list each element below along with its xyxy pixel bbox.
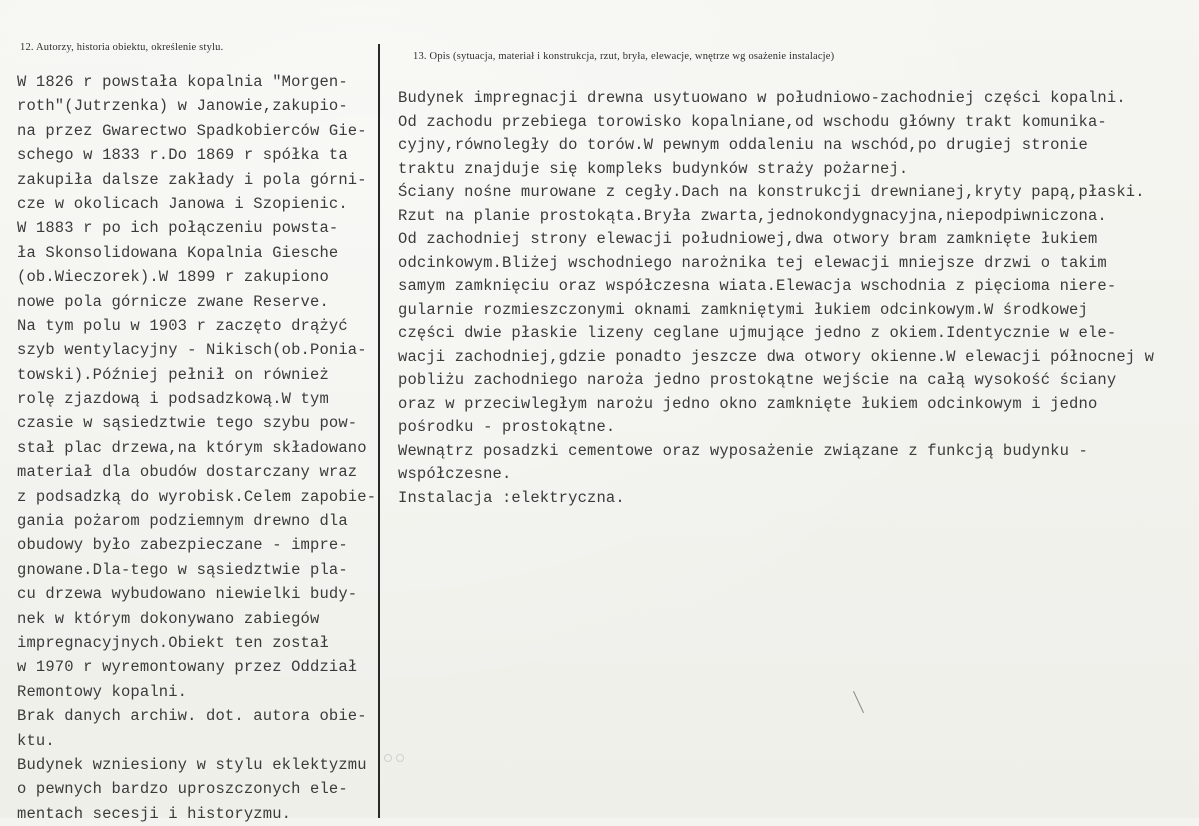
history-line: gnowane.Dla-tego w sąsiedztwie pla- <box>17 560 348 579</box>
history-line: w 1970 r wyremontowany przez Oddział <box>17 658 358 677</box>
history-line: nowe pola górnicze zwane Reserve. <box>17 292 329 311</box>
history-line: rolę zjazdową i podsadzkową.W tym <box>17 390 329 409</box>
history-line: z podsadzką do wyrobisk.Celem zapobie- <box>17 487 377 506</box>
history-line: Brak danych archiw. dot. autora obie- <box>17 707 367 726</box>
history-text-block <box>17 70 417 826</box>
description-line: cyjny,równoległy do torów.W pewnym oddaleniu na wschód,po drugiej stronie <box>398 136 1088 154</box>
history-line: ła Skonsolidowana Kopalnia Giesche <box>17 243 339 262</box>
history-line: ktu. <box>17 731 55 750</box>
history-line: W 1826 r powstała kopalnia "Morgen- <box>17 73 348 91</box>
history-line: o pewnych bardzo uproszczonych ele- <box>17 780 348 799</box>
description-line: pobliżu zachodniego naroża jedno prostokątne wejście na całą wysokość ściany <box>398 371 1117 389</box>
description-line: oraz w przeciwległym narożu jedno okno zamknięte łukiem odcinkowym i jedno <box>398 394 1098 413</box>
history-line: (ob.Wieczorek).W 1899 r zakupiono <box>17 268 329 287</box>
section-13-header: 13. Opis (sytuacja, materiał i konstrukcja, rzut, bryła, elewacje, wnętrze wg osażenie instalacje) <box>413 51 835 62</box>
history-line: nek w którym dokonywano zabiegów <box>17 609 320 628</box>
history-line: towski).Później pełnił on również <box>17 365 329 384</box>
description-line: Wewnątrz posadzki cementowe oraz wyposażenie związane z funkcją budynku - <box>398 441 1088 460</box>
description-line: Od zachodniej strony elewacji południowej,dwa otwory bram zamknięte łukiem <box>398 230 1098 248</box>
description-line: pośrodku - prostokątne. <box>398 418 616 436</box>
history-line: stał plac drzewa,na którym składowano <box>17 438 367 457</box>
history-line: cu drzewa wybudowano niewielki budy- <box>17 585 358 604</box>
pencil-tick-mark <box>853 691 864 713</box>
description-line: Budynek impregnacji drewna usytuowano w południowo-zachodniej części kopalni. <box>398 89 1126 107</box>
description-line: odcinkowym.Bliżej wschodniego narożnika tej elewacji mniejsze drzwi o takim <box>398 253 1107 272</box>
history-line: szyb wentylacyjny - Nikisch(ob.Ponia- <box>17 341 367 360</box>
history-line: zakupiła dalsze zakłady i pola górni- <box>17 170 367 189</box>
section-12-header: 12. Autorzy, historia obiektu, określenie stylu. <box>20 42 224 53</box>
history-line: obudowy było zabezpieczane - impre- <box>17 536 348 555</box>
history-line: materiał dla obudów dostarczany wraz <box>17 463 358 482</box>
history-line: mentach secesji i historyzmu. <box>17 804 292 823</box>
history-line: schego w 1833 r.Do 1869 r spółka ta <box>17 146 348 165</box>
history-line: impregnacyjnych.Obiekt ten został <box>17 633 329 652</box>
history-line: Budynek wzniesiony w stylu eklektyzmu <box>17 755 367 774</box>
history-line: cze w okolicach Janowa i Szopienic. <box>17 194 348 213</box>
paper-blemish <box>384 754 392 762</box>
history-line: gania pożarom podziemnym drewno dla <box>17 512 348 531</box>
description-text-block <box>398 87 1198 510</box>
description-line: Instalacja :elektryczna. <box>398 488 625 507</box>
description-line: gularnie rozmieszczonymi oknami zamkniętymi łukiem odcinkowym.W środkowej <box>398 300 1088 319</box>
history-line: roth"(Jutrzenka) w Janowie,zakupio- <box>17 97 348 116</box>
description-line: Od zachodu przebiega torowisko kopalniane,od wschodu główny trakt komunika- <box>398 112 1107 131</box>
paper-blemish <box>396 754 404 762</box>
description-line: Rzut na planie prostokąta.Bryła zwarta,jednokondygnacyjna,niepodpiwniczona. <box>398 206 1107 225</box>
description-line: wacji zachodniej,gdzie ponadto jeszcze dwa otwory okienne.W elewacji północnej w <box>398 347 1155 366</box>
history-line: czasie w sąsiedztwie tego szybu pow- <box>17 414 358 433</box>
history-line: Remontowy kopalni. <box>17 682 188 701</box>
description-line: traktu znajduje się kompleks budynków straży pożarnej. <box>398 159 909 178</box>
description-line: samym zamknięciu oraz współczesna wiata.Elewacja wschodnia z pięcioma niere- <box>398 277 1117 295</box>
description-line: współczesne. <box>398 465 512 483</box>
description-line: części dwie płaskie lizeny ceglane ujmujące jedno z okiem.Identycznie w ele- <box>398 324 1117 342</box>
description-line: Ściany nośne murowane z cegły.Dach na konstrukcji drewnianej,kryty papą,płaski. <box>398 183 1145 201</box>
history-line: W 1883 r po ich połączeniu powsta- <box>17 219 339 238</box>
history-line: na przez Gwarectwo Spadkobierców Gie- <box>17 121 367 140</box>
history-line: Na tym polu w 1903 r zaczęto drążyć <box>17 316 348 335</box>
